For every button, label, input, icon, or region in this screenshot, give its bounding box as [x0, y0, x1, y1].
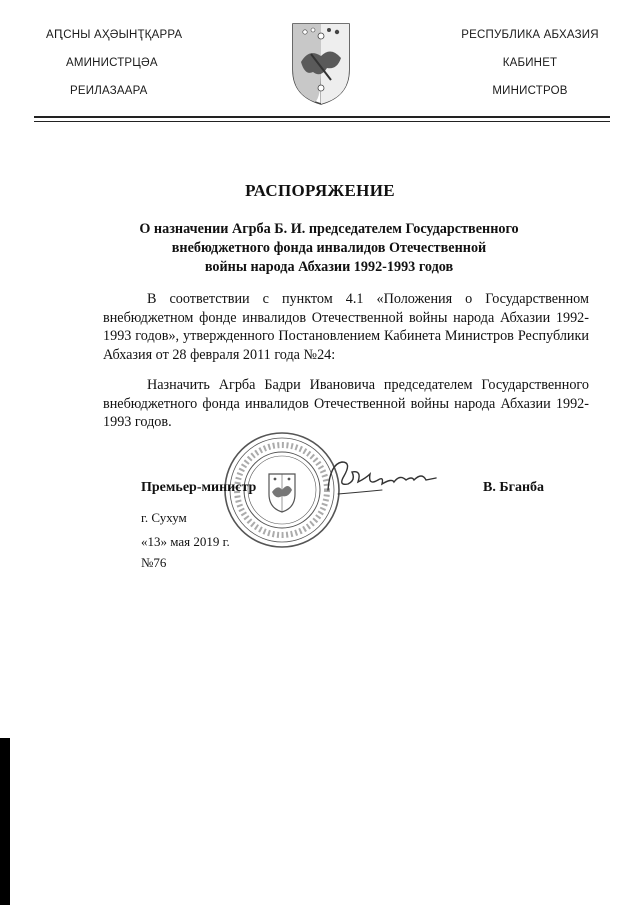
header-left-abkhaz: [46, 28, 226, 112]
issue-city: г. Сухум: [141, 510, 187, 525]
header-right-line: МИНИСТРОВ: [492, 85, 568, 97]
subject-line: войны народа Абхазии 1992-1993 годов: [204, 259, 454, 275]
header-left-line: РЕИЛАЗААРА: [70, 85, 148, 97]
header-right-line: РЕСПУБЛИКА АБХАЗИЯ: [461, 29, 599, 41]
header-left-line: АԤСНЫ АҲӘЫНҬҚАРРА: [46, 29, 183, 41]
document-subject: [112, 220, 546, 277]
signatory-name: В. Бганба: [483, 480, 545, 495]
document-number: №76: [141, 555, 167, 570]
header-right-line: КАБИНЕТ: [502, 57, 558, 69]
header-divider-thin: [34, 121, 610, 122]
header-left-line: АМИНИСТРЦӘА: [66, 57, 158, 69]
signatory-role: Премьер-министр: [141, 480, 257, 495]
subject-line: О назначении Агрба Б. И. председателем Государственного: [139, 221, 519, 237]
subject-line: внебюджетного фонда инвалидов Отечественной: [171, 240, 487, 256]
header-right-russian: [445, 28, 615, 112]
paragraph-order: Назначить Агрба Бадри Ивановича председателем Государственного внебюджетного фонда инвалидов Отечественной войны народа Абхазии 1992-1993 годов.: [103, 377, 589, 430]
scan-edge-shadow: [0, 738, 10, 905]
handwritten-signature: [322, 456, 442, 500]
issue-date: «13» мая 2019 г.: [141, 534, 230, 549]
header-divider-thick: [34, 116, 610, 118]
abkhazia-coat-of-arms-icon: [287, 18, 355, 106]
document-title: РАСПОРЯЖЕНИЕ: [245, 181, 395, 200]
paragraph-basis: В соответствии с пунктом 4.1 «Положения о Государственном внебюджетном фонде инвалидов Отечественной войны народа Абхазии 1992-1993 годов», утвержденного Постановлением Кабинета Министров Республики Абхазия от 28 февраля 2011 года №24:: [103, 291, 589, 363]
